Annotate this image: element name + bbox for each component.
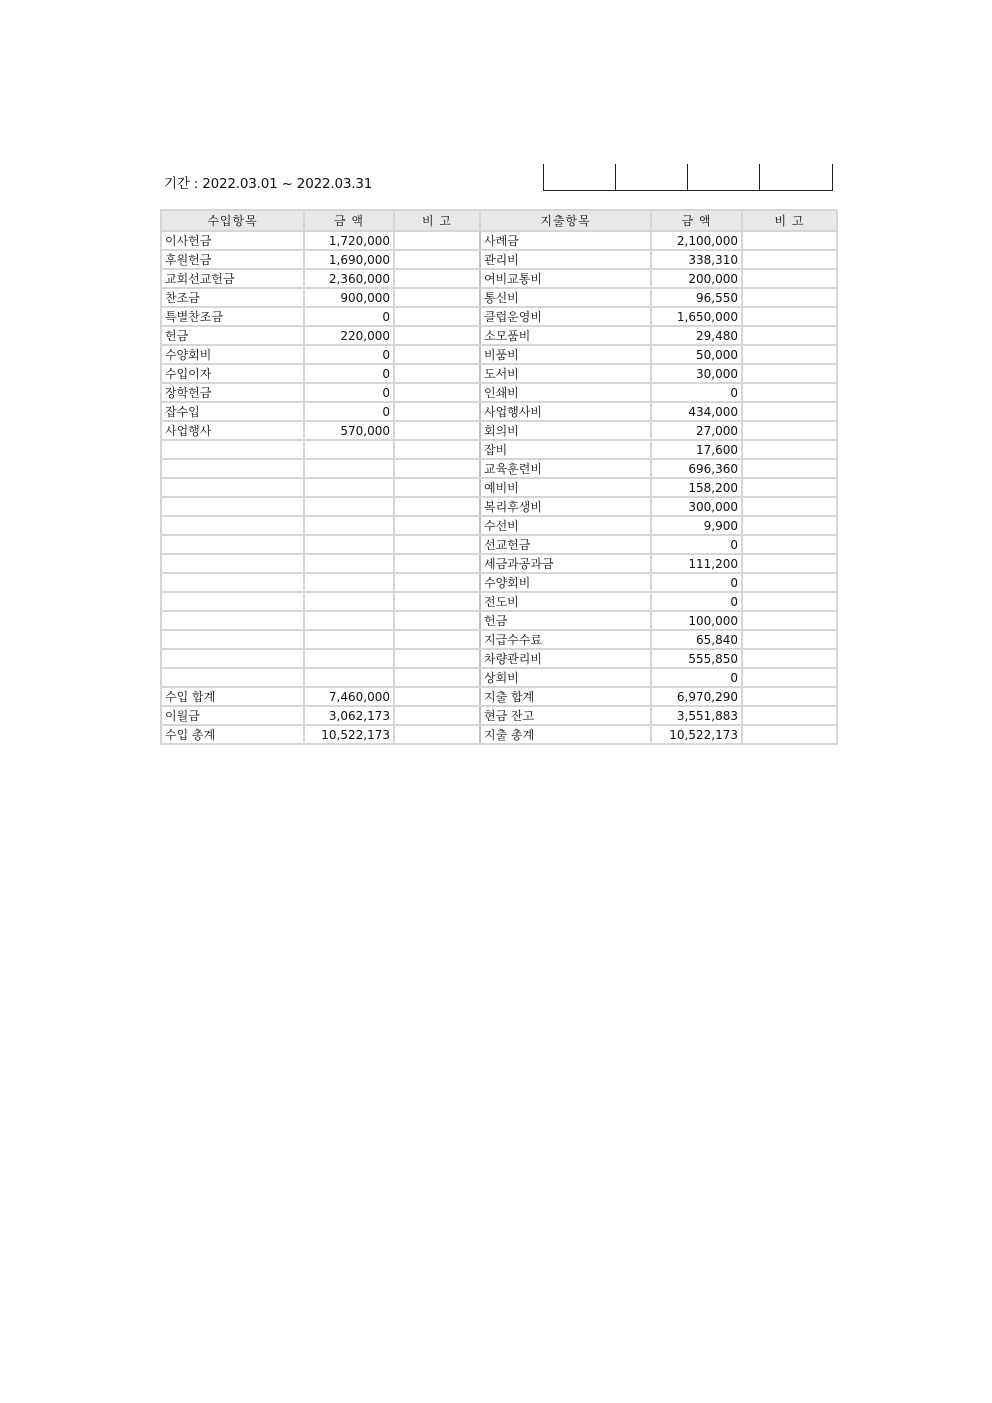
expense-amount-cell: 6,970,290	[651, 687, 742, 706]
income-note-cell	[394, 611, 480, 630]
income-amount-cell: 7,460,000	[304, 687, 394, 706]
expense-amount-cell: 158,200	[651, 478, 742, 497]
expense-item-cell: 지급수수료	[480, 630, 651, 649]
income-note-cell	[394, 725, 480, 744]
expense-item-cell: 사업행사비	[480, 402, 651, 421]
expense-item-cell: 교육훈련비	[480, 459, 651, 478]
table-row	[161, 497, 837, 516]
income-item-cell: 수입 총계	[161, 725, 304, 744]
expense-amount-cell: 696,360	[651, 459, 742, 478]
income-item-cell: 장학헌금	[161, 383, 304, 402]
income-note-cell	[394, 554, 480, 573]
income-note-cell	[394, 269, 480, 288]
expense-note-cell	[742, 364, 837, 383]
table-row	[161, 687, 837, 706]
expense-note-cell	[742, 706, 837, 725]
income-amount-cell	[304, 516, 394, 535]
income-amount-cell	[304, 440, 394, 459]
income-note-cell	[394, 288, 480, 307]
table-body	[161, 231, 837, 744]
expense-note-cell	[742, 478, 837, 497]
table-row	[161, 326, 837, 345]
expense-note-cell	[742, 326, 837, 345]
income-note-cell	[394, 535, 480, 554]
income-amount-cell: 0	[304, 364, 394, 383]
income-item-cell: 수입이자	[161, 364, 304, 383]
table-row	[161, 345, 837, 364]
expense-amount-cell: 29,480	[651, 326, 742, 345]
expense-item-cell: 현금 잔고	[480, 706, 651, 725]
income-note-cell	[394, 345, 480, 364]
expense-item-cell: 관리비	[480, 250, 651, 269]
income-note-cell	[394, 592, 480, 611]
expense-amount-cell: 50,000	[651, 345, 742, 364]
income-item-cell: 이사헌금	[161, 231, 304, 250]
income-amount-cell	[304, 497, 394, 516]
expense-item-cell: 수양회비	[480, 573, 651, 592]
table-row	[161, 383, 837, 402]
expense-amount-cell: 434,000	[651, 402, 742, 421]
income-amount-cell: 0	[304, 307, 394, 326]
expense-amount-cell: 2,100,000	[651, 231, 742, 250]
expense-item-cell: 비품비	[480, 345, 651, 364]
income-note-cell	[394, 573, 480, 592]
expense-item-cell: 선교헌금	[480, 535, 651, 554]
income-note-cell	[394, 649, 480, 668]
income-amount-cell	[304, 630, 394, 649]
expense-amount-cell: 200,000	[651, 269, 742, 288]
income-note-cell	[394, 402, 480, 421]
table-row	[161, 288, 837, 307]
income-note-cell	[394, 326, 480, 345]
expense-item-cell: 예비비	[480, 478, 651, 497]
income-item-cell: 수입 합계	[161, 687, 304, 706]
expense-item-cell: 사례금	[480, 231, 651, 250]
table-header-row	[161, 210, 837, 231]
income-item-cell	[161, 649, 304, 668]
expense-amount-cell: 17,600	[651, 440, 742, 459]
expense-item-cell: 차량관리비	[480, 649, 651, 668]
income-amount-cell: 220,000	[304, 326, 394, 345]
header-expense-amount: 금 액	[651, 210, 742, 231]
expense-item-cell: 복리후생비	[480, 497, 651, 516]
header-income-amount: 금 액	[304, 210, 394, 231]
expense-note-cell	[742, 592, 837, 611]
income-note-cell	[394, 630, 480, 649]
income-amount-cell	[304, 459, 394, 478]
income-note-cell	[394, 459, 480, 478]
table-row	[161, 250, 837, 269]
income-item-cell: 후원헌금	[161, 250, 304, 269]
expense-note-cell	[742, 383, 837, 402]
income-amount-cell	[304, 535, 394, 554]
header-expense-item: 지출항목	[480, 210, 651, 231]
expense-note-cell	[742, 250, 837, 269]
income-item-cell	[161, 554, 304, 573]
income-amount-cell	[304, 611, 394, 630]
expense-amount-cell: 0	[651, 668, 742, 687]
income-item-cell: 교회선교헌금	[161, 269, 304, 288]
signature-box	[543, 164, 615, 191]
income-item-cell	[161, 630, 304, 649]
expense-amount-cell: 9,900	[651, 516, 742, 535]
expense-note-cell	[742, 440, 837, 459]
income-item-cell	[161, 611, 304, 630]
income-item-cell	[161, 497, 304, 516]
expense-note-cell	[742, 611, 837, 630]
expense-amount-cell: 300,000	[651, 497, 742, 516]
income-item-cell	[161, 478, 304, 497]
approval-signature-boxes	[543, 164, 833, 191]
income-amount-cell	[304, 478, 394, 497]
expense-item-cell: 인쇄비	[480, 383, 651, 402]
expense-item-cell: 소모품비	[480, 326, 651, 345]
income-amount-cell: 0	[304, 383, 394, 402]
expense-amount-cell: 96,550	[651, 288, 742, 307]
expense-item-cell: 잡비	[480, 440, 651, 459]
expense-note-cell	[742, 630, 837, 649]
income-amount-cell	[304, 573, 394, 592]
table-row	[161, 516, 837, 535]
table-row	[161, 592, 837, 611]
income-item-cell	[161, 459, 304, 478]
income-amount-cell: 1,690,000	[304, 250, 394, 269]
income-note-cell	[394, 421, 480, 440]
income-item-cell: 특별찬조금	[161, 307, 304, 326]
income-item-cell: 사업행사	[161, 421, 304, 440]
income-amount-cell: 0	[304, 345, 394, 364]
expense-item-cell: 헌금	[480, 611, 651, 630]
expense-note-cell	[742, 421, 837, 440]
income-note-cell	[394, 668, 480, 687]
expense-amount-cell: 111,200	[651, 554, 742, 573]
table-row	[161, 535, 837, 554]
expense-item-cell: 상회비	[480, 668, 651, 687]
expense-item-cell: 전도비	[480, 592, 651, 611]
income-item-cell: 헌금	[161, 326, 304, 345]
table-row	[161, 554, 837, 573]
expense-note-cell	[742, 516, 837, 535]
expense-amount-cell: 27,000	[651, 421, 742, 440]
expense-note-cell	[742, 459, 837, 478]
table-row	[161, 573, 837, 592]
expense-note-cell	[742, 497, 837, 516]
income-item-cell: 잡수입	[161, 402, 304, 421]
income-note-cell	[394, 231, 480, 250]
income-amount-cell: 3,062,173	[304, 706, 394, 725]
expense-note-cell	[742, 687, 837, 706]
table-row	[161, 402, 837, 421]
table-row	[161, 630, 837, 649]
expense-note-cell	[742, 725, 837, 744]
table-row	[161, 421, 837, 440]
header-income-note: 비 고	[394, 210, 480, 231]
header-income-item: 수입항목	[161, 210, 304, 231]
income-amount-cell	[304, 668, 394, 687]
expense-item-cell: 회의비	[480, 421, 651, 440]
expense-item-cell: 클럽운영비	[480, 307, 651, 326]
table-row	[161, 668, 837, 687]
expense-note-cell	[742, 288, 837, 307]
expense-note-cell	[742, 269, 837, 288]
expense-amount-cell: 1,650,000	[651, 307, 742, 326]
expense-amount-cell: 0	[651, 383, 742, 402]
income-expense-table	[160, 209, 838, 745]
income-item-cell	[161, 592, 304, 611]
expense-note-cell	[742, 307, 837, 326]
income-item-cell	[161, 573, 304, 592]
table-row	[161, 364, 837, 383]
income-amount-cell: 0	[304, 402, 394, 421]
signature-box	[759, 164, 833, 191]
table-row	[161, 231, 837, 250]
table-row	[161, 307, 837, 326]
table-row	[161, 649, 837, 668]
table-row	[161, 725, 837, 744]
expense-note-cell	[742, 535, 837, 554]
expense-item-cell: 세금과공과금	[480, 554, 651, 573]
expense-amount-cell: 65,840	[651, 630, 742, 649]
expense-amount-cell: 100,000	[651, 611, 742, 630]
income-amount-cell	[304, 592, 394, 611]
expense-amount-cell: 10,522,173	[651, 725, 742, 744]
income-note-cell	[394, 440, 480, 459]
expense-amount-cell: 0	[651, 535, 742, 554]
income-note-cell	[394, 364, 480, 383]
expense-item-cell: 통신비	[480, 288, 651, 307]
expense-amount-cell: 30,000	[651, 364, 742, 383]
expense-amount-cell: 0	[651, 592, 742, 611]
expense-note-cell	[742, 231, 837, 250]
expense-item-cell: 여비교통비	[480, 269, 651, 288]
income-note-cell	[394, 706, 480, 725]
income-note-cell	[394, 687, 480, 706]
header-expense-note: 비 고	[742, 210, 837, 231]
income-note-cell	[394, 383, 480, 402]
income-note-cell	[394, 307, 480, 326]
income-amount-cell: 2,360,000	[304, 269, 394, 288]
income-item-cell: 찬조금	[161, 288, 304, 307]
signature-box	[615, 164, 687, 191]
income-amount-cell	[304, 554, 394, 573]
expense-note-cell	[742, 668, 837, 687]
income-note-cell	[394, 478, 480, 497]
expense-amount-cell: 555,850	[651, 649, 742, 668]
table-row	[161, 706, 837, 725]
table-row	[161, 440, 837, 459]
expense-note-cell	[742, 345, 837, 364]
expense-item-cell: 지출 합계	[480, 687, 651, 706]
expense-note-cell	[742, 573, 837, 592]
income-item-cell	[161, 516, 304, 535]
income-item-cell	[161, 535, 304, 554]
table-row	[161, 459, 837, 478]
income-note-cell	[394, 516, 480, 535]
income-amount-cell: 10,522,173	[304, 725, 394, 744]
expense-note-cell	[742, 554, 837, 573]
income-item-cell: 이월금	[161, 706, 304, 725]
expense-amount-cell: 0	[651, 573, 742, 592]
income-amount-cell	[304, 649, 394, 668]
income-amount-cell: 900,000	[304, 288, 394, 307]
income-amount-cell: 1,720,000	[304, 231, 394, 250]
income-item-cell	[161, 440, 304, 459]
expense-note-cell	[742, 402, 837, 421]
income-item-cell: 수양회비	[161, 345, 304, 364]
expense-amount-cell: 338,310	[651, 250, 742, 269]
income-note-cell	[394, 250, 480, 269]
income-item-cell	[161, 668, 304, 687]
signature-box	[687, 164, 759, 191]
expense-item-cell: 지출 총계	[480, 725, 651, 744]
income-note-cell	[394, 497, 480, 516]
expense-item-cell: 수선비	[480, 516, 651, 535]
table-row	[161, 611, 837, 630]
period-label: 기간 : 2022.03.01 ~ 2022.03.31	[164, 176, 373, 192]
expense-amount-cell: 3,551,883	[651, 706, 742, 725]
income-amount-cell: 570,000	[304, 421, 394, 440]
table-row	[161, 478, 837, 497]
table-row	[161, 269, 837, 288]
expense-note-cell	[742, 649, 837, 668]
expense-item-cell: 도서비	[480, 364, 651, 383]
